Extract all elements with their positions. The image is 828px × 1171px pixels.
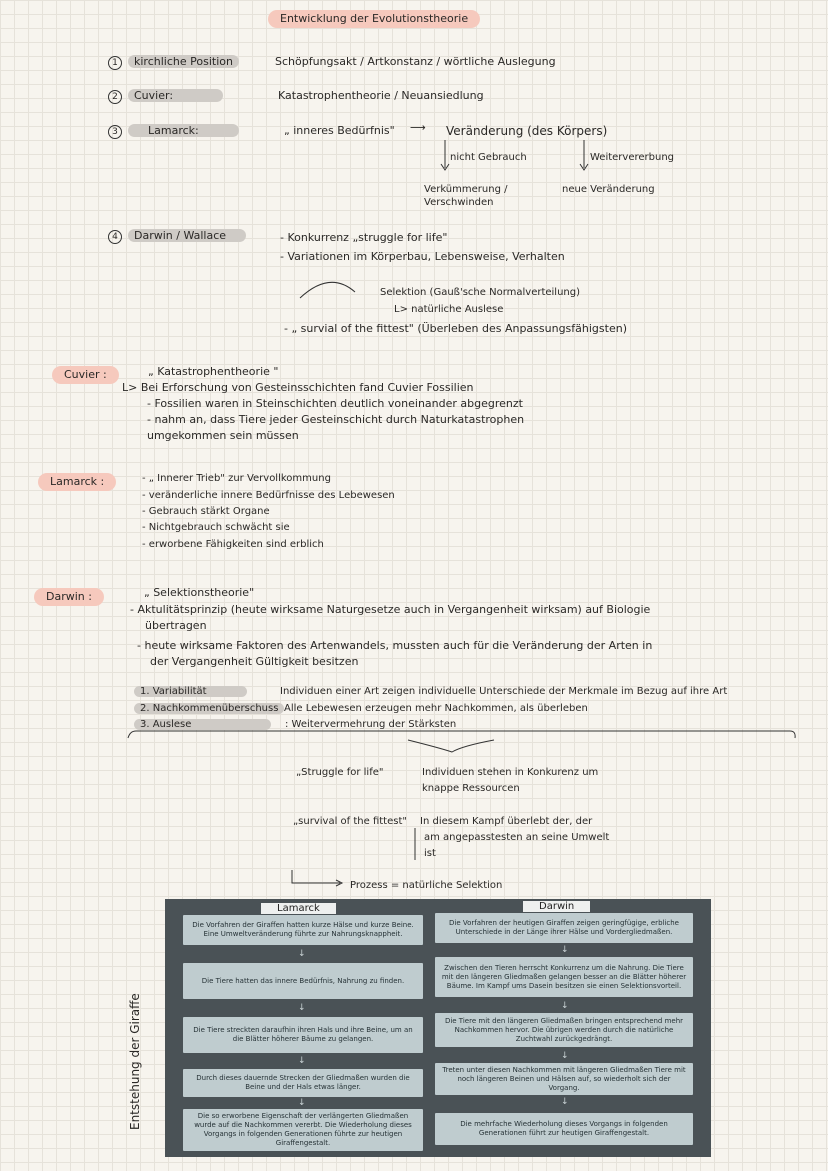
number-badge: 1	[108, 56, 122, 70]
overview-2-desc: Katastrophentheorie / Neuansiedlung	[278, 89, 484, 102]
page-title: Entwicklung der Evolutionstheorie	[268, 10, 480, 28]
darwin-title: „ Selektionstheorie"	[144, 586, 255, 599]
survival-line: - „ survial of the fittest" (Überleben des Anpassungsfähigsten)	[284, 322, 627, 335]
survival-text-3: ist	[424, 848, 436, 859]
cuvier-label: Cuvier :	[52, 366, 119, 384]
term: 3. Auslese	[134, 719, 271, 730]
point-1-text: Individuen einer Art zeigen individuelle Unterschiede der Merkmale im Bezug auf ihre Art	[280, 686, 728, 697]
process-text: Prozess = natürliche Selektion	[350, 880, 503, 891]
down-arrow-icon: ↓	[561, 1097, 569, 1107]
down-arrow-icon: ↓	[298, 949, 306, 959]
point-2-text: Alle Lebewesen erzeugen mehr Nachkommen, als überleben	[284, 703, 588, 714]
darwin-step-2: Zwischen den Tieren herrscht Konkurrenz um die Nahrung. Die Tiere mit den längeren Gliedmaßen gelangen besser an die Blätter höherer Bäume. Im Kampf ums Dasein besitzen sie einen Selektionsvorteil.	[435, 957, 693, 997]
lamarck-step-2: Die Tiere hatten das innere Bedürfnis, Nahrung zu finden.	[183, 963, 423, 999]
arrow-right-icon: ⟶	[410, 121, 426, 134]
lamarck-step-4: Durch dieses dauernde Strecken der Gliedmaßen wurden die Beine und der Hals etwas länger.	[183, 1069, 423, 1097]
cuvier-line-3: - nahm an, dass Tiere jeder Gesteinschicht durch Naturkatastrophen	[147, 413, 525, 426]
overview-label: Lamarck:	[128, 124, 239, 137]
selection-sub: L> natürliche Auslese	[394, 304, 504, 315]
down-arrow-icon: ↓	[561, 945, 569, 955]
cuvier-line-2: - Fossilien waren in Steinschichten deutlich voneinander abgegrenzt	[147, 397, 523, 410]
right-column-head: Darwin	[523, 901, 590, 912]
darwin-step-5: Die mehrfache Wiederholung dieses Vorgangs in folgenden Generationen führt zur heutigen Giraffengestalt.	[435, 1113, 693, 1145]
lamarck-step-1: Die Vorfahren der Giraffen hatten kurze Hälse und kurze Beine. Eine Umweltveränderung führte zur Nahrungsknappheit.	[183, 915, 423, 945]
down-arrow-icon: ↓	[298, 1098, 306, 1108]
darwin-step-3: Die Tiere mit den längeren Gliedmaßen bringen entsprechend mehr Nachkommen hervor. Die übrigen werden durch die natürliche Zuchtwahl zurückgedrängt.	[435, 1013, 693, 1047]
bell-curve	[300, 282, 355, 298]
survival-text-1: In diesem Kampf überlebt der, der	[420, 816, 593, 827]
lamarck-need: „ inneres Bedürfnis"	[284, 124, 395, 137]
down-arrow-icon: ↓	[561, 1001, 569, 1011]
giraffe-graphic	[165, 899, 711, 1157]
lamarck-line-3: - Gebrauch stärkt Organe	[142, 506, 270, 517]
darwin-line-1: - Konkurrenz „struggle for life"	[280, 231, 448, 244]
bracket-line	[128, 731, 795, 738]
brace-mark	[408, 740, 494, 752]
survival-text-2: am angepasstesten an seine Umwelt	[424, 832, 610, 843]
struggle-text-2: knappe Ressourcen	[422, 783, 520, 794]
overview-label: kirchliche Position	[128, 55, 239, 68]
lamarck-line-5: - erworbene Fähigkeiten sind erblich	[142, 539, 324, 550]
lamarck-line-4: - Nichtgebrauch schwächt sie	[142, 522, 290, 533]
overview-label: Cuvier:	[128, 89, 223, 102]
overview-1-desc: Schöpfungsakt / Artkonstanz / wörtliche Auslegung	[275, 55, 556, 68]
lamarck-step-5: Die so erworbene Eigenschaft der verlängerten Gliedmaßen wurde auf die Nachkommen vererbt. Die Wiederholung dieses Vorgangs in folgenden Generationen führte zur heutigen Giraffengestalt.	[183, 1109, 423, 1151]
left-column-head: Lamarck	[261, 903, 336, 914]
number-badge: 2	[108, 90, 122, 104]
point-3-text: : Weitervermehrung der Stärksten	[285, 719, 457, 730]
branch-arrow-left	[441, 140, 449, 170]
lamarck-line-1: - „ Innerer Trieb" zur Vervollkommung	[142, 473, 331, 484]
darwin-line-3: - heute wirksame Faktoren des Artenwandels, mussten auch für die Veränderung der Arten in	[137, 639, 653, 652]
branch-atrophy: Verkümmerung / Verschwinden	[424, 184, 508, 208]
down-arrow-icon: ↓	[298, 1003, 306, 1013]
branch-inherit: Weitervererbung	[590, 152, 675, 163]
process-arrow	[292, 870, 342, 886]
selection-text: Selektion (Gauß'sche Normalverteilung)	[380, 287, 581, 298]
term: 1. Variabilität	[134, 686, 247, 697]
branch-not-use: nicht Gebrauch	[450, 152, 527, 163]
struggle-text-1: Individuen stehen in Konkurenz um	[422, 767, 599, 778]
graphic-side-label: Entstehung der Giraffe	[128, 993, 142, 1130]
cuvier-line-4: umgekommen sein müssen	[147, 429, 299, 442]
darwin-step-4: Treten unter diesen Nachkommen mit längeren Gliedmaßen Tiere mit noch längeren Beinen und Hälsen auf, so wiederholt sich der Vorgang.	[435, 1063, 693, 1095]
lamarck-change: Veränderung (des Körpers)	[446, 124, 608, 138]
overview-label: Darwin / Wallace	[128, 229, 246, 242]
term: 2. Nachkommenüberschuss	[134, 703, 284, 714]
darwin-line-2: übertragen	[145, 619, 207, 632]
darwin-label: Darwin :	[34, 588, 104, 606]
lamarck-step-3: Die Tiere streckten daraufhin ihren Hals und ihre Beine, um an die Blätter höherer Bäume zu gelangen.	[183, 1017, 423, 1053]
down-arrow-icon: ↓	[298, 1056, 306, 1066]
darwin-step-1: Die Vorfahren der heutigen Giraffen zeigen geringfügige, erbliche Unterschiede in der Länge ihrer Hälse und Vordergliedmaßen.	[435, 913, 693, 943]
branch-new-change: neue Veränderung	[562, 184, 655, 195]
survival-term: „survival of the fittest"	[293, 816, 407, 827]
down-arrow-icon: ↓	[561, 1051, 569, 1061]
branch-arrow-right	[580, 140, 588, 170]
lamarck-label: Lamarck :	[38, 473, 116, 491]
darwin-line-1: - Aktulitätsprinzip (heute wirksame Naturgesetze auch in Vergangenheit wirksam) auf Biologie	[130, 603, 651, 616]
struggle-term: „Struggle for life"	[296, 767, 384, 778]
number-badge: 3	[108, 125, 122, 139]
darwin-line-2: - Variationen im Körperbau, Lebensweise, Verhalten	[280, 250, 565, 263]
darwin-line-4: der Vergangenheit Gültigkeit besitzen	[150, 655, 359, 668]
lamarck-line-2: - veränderliche innere Bedürfnisse des Lebewesen	[142, 490, 395, 501]
cuvier-line-1: L> Bei Erforschung von Gesteinsschichten fand Cuvier Fossilien	[122, 381, 474, 394]
cuvier-title: „ Katastrophentheorie "	[148, 365, 279, 378]
number-badge: 4	[108, 230, 122, 244]
